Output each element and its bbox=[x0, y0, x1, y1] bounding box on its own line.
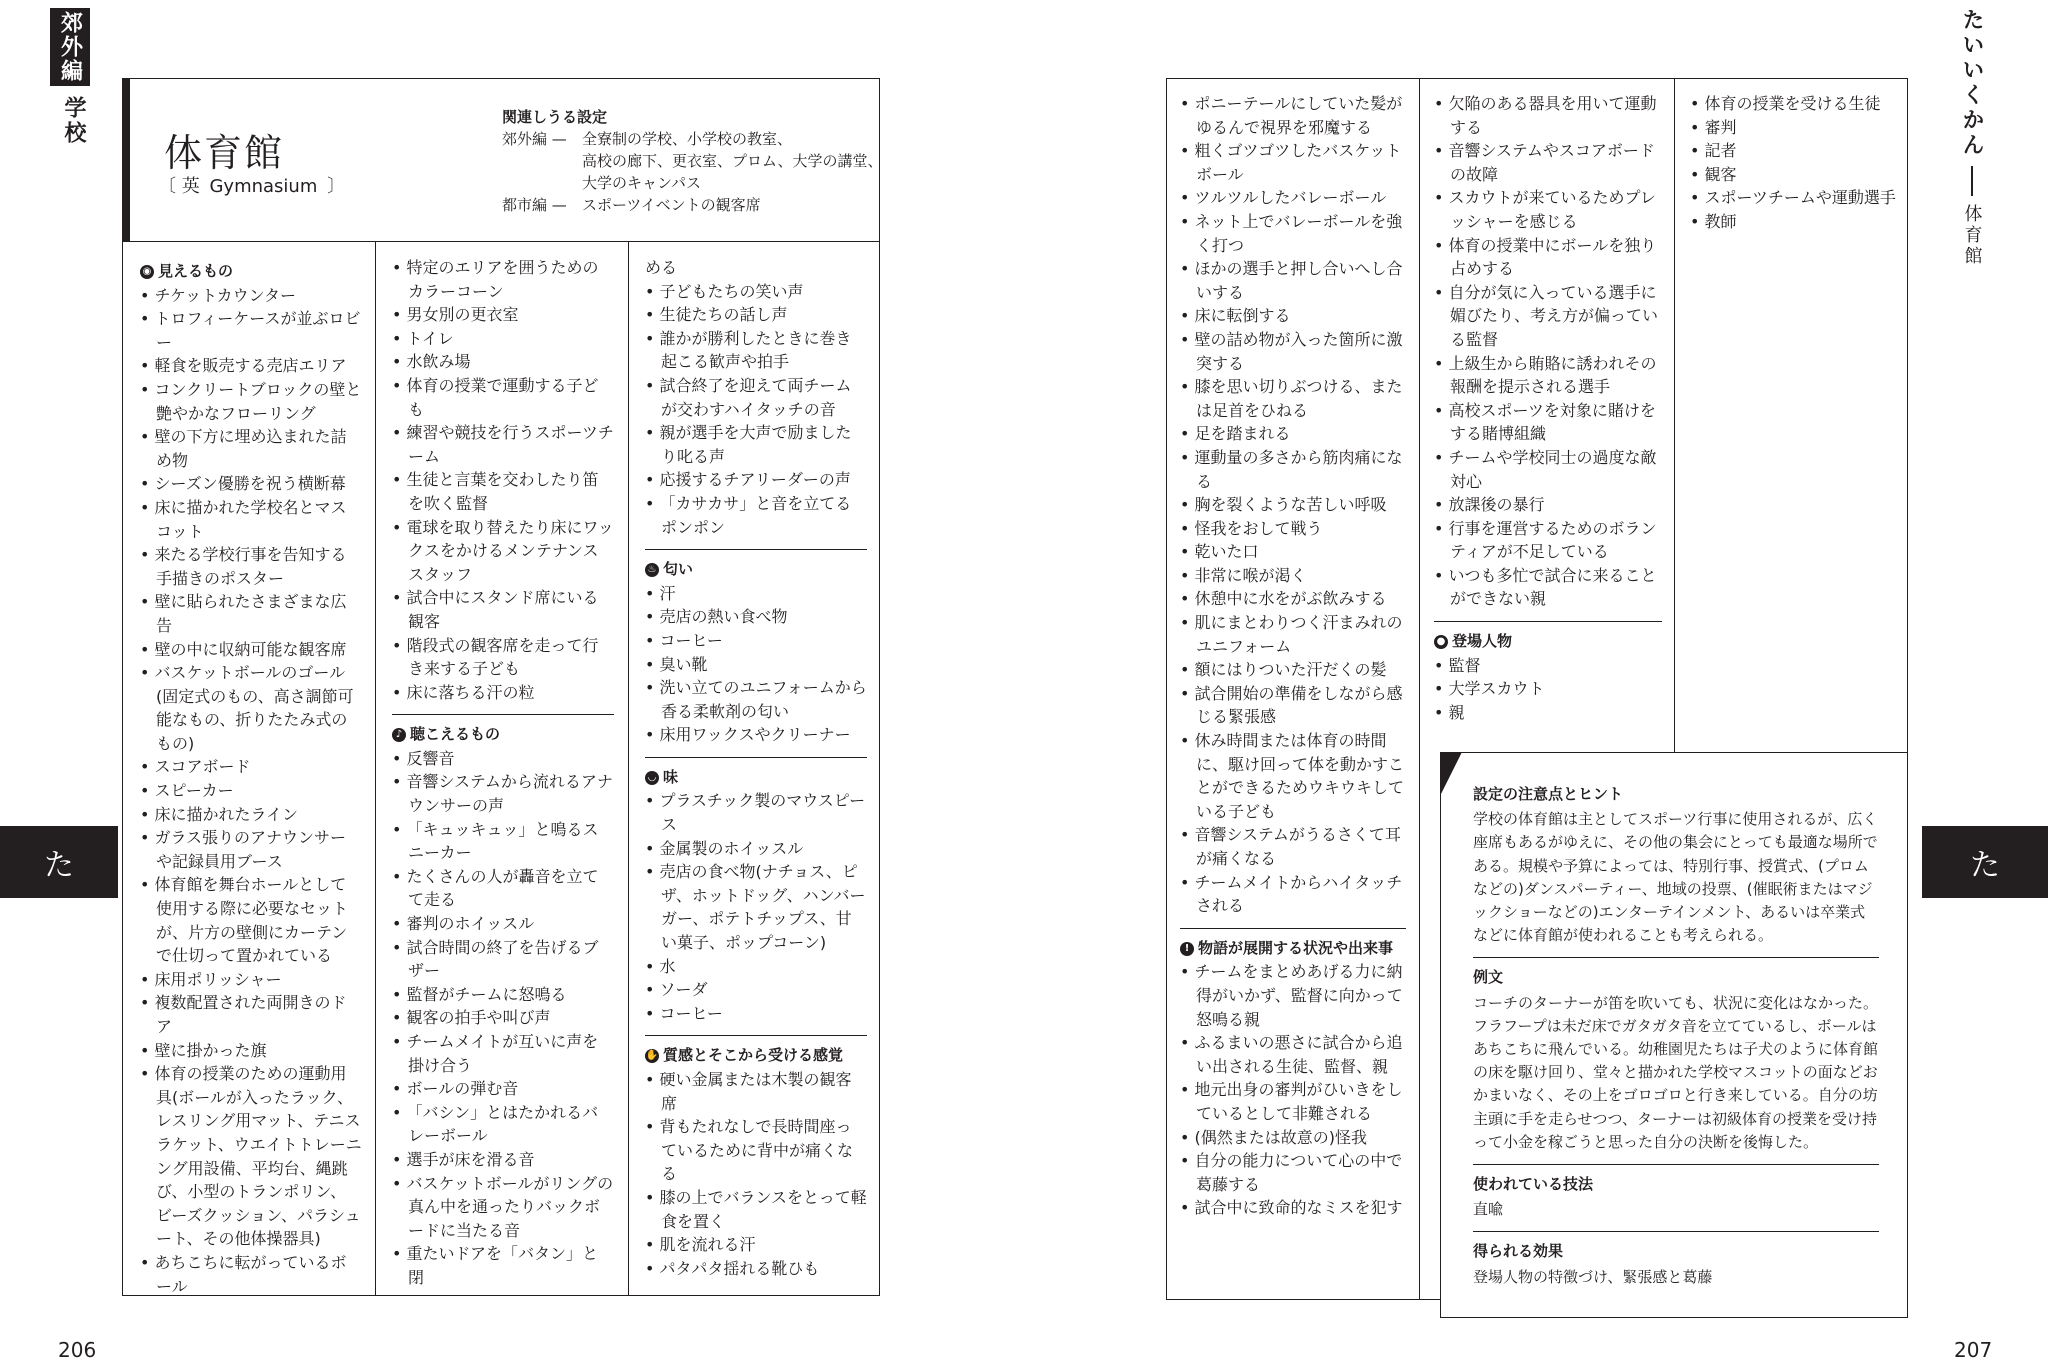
list-item: • 音響システムやスコアボードの故障 bbox=[1434, 139, 1662, 186]
english-suffix: 〕 bbox=[327, 176, 346, 197]
list-item: • 肌にまとわりつく汗まみれのユニフォーム bbox=[1180, 611, 1406, 658]
sight-list bbox=[140, 284, 362, 1299]
hint-box-flag bbox=[1440, 752, 1462, 796]
list-item: • (偶然または故意の)怪我 bbox=[1180, 1126, 1406, 1150]
list-item: • 審判 bbox=[1690, 116, 1900, 140]
related-row bbox=[502, 194, 882, 216]
page-number-left: 206 bbox=[58, 1338, 97, 1362]
subcategory-label: 学校 bbox=[61, 96, 86, 146]
people-list-cont bbox=[1690, 92, 1900, 234]
related-settings bbox=[502, 106, 882, 216]
sound-section-heading: ♪ 聴こえるもの bbox=[392, 723, 614, 747]
right-column-3 bbox=[1690, 92, 1900, 234]
column-divider bbox=[1674, 78, 1675, 754]
side-dash bbox=[1971, 166, 1973, 196]
people-list bbox=[1434, 654, 1662, 725]
effect-text: 登場人物の特徴づけ、緊張感と葛藤 bbox=[1473, 1267, 1713, 1286]
header-accent-bar bbox=[122, 78, 130, 242]
taste-section-heading: ◡ 味 bbox=[645, 766, 867, 790]
category-tab: 郊外編 bbox=[50, 8, 90, 86]
list-item: • ネット上でバレーボールを強く打つ bbox=[1180, 210, 1406, 257]
list-item: • チームメイトからハイタッチされる bbox=[1180, 871, 1406, 918]
list-item: • 男女別の更衣室 bbox=[392, 303, 614, 327]
list-item: • 試合開始の準備をしながら感じる緊張感 bbox=[1180, 682, 1406, 729]
right-column-1 bbox=[1180, 92, 1406, 1220]
technique-text: 直喩 bbox=[1473, 1200, 1504, 1219]
list-item: • 練習や競技を行うスポーツチーム bbox=[392, 421, 614, 468]
side-subtitle: 体育館 bbox=[1961, 204, 1983, 267]
list-item: • 休憩中に水をがぶ飲みする bbox=[1180, 587, 1406, 611]
list-item: • 体育の授業のための運動用具(ボールが入ったラック、レスリング用マット、テニスラケット、ウエイトトレーニング用設備、平均台、縄跳び、小型のトランポリン、ビーズクッション、パラシュート、その他体操器具) bbox=[140, 1062, 362, 1251]
hint-box bbox=[1440, 752, 1908, 1318]
list-item: • 体育館を舞台ホールとして使用する際に必要なセットが、片方の壁側にカーテンで仕切って置かれている bbox=[140, 873, 362, 967]
list-item: • 額にはりついた汗だくの髪 bbox=[1180, 658, 1406, 682]
list-item: • 欠陥のある器具を用いて運動する bbox=[1434, 92, 1662, 139]
example-heading: 例文 bbox=[1473, 968, 1504, 987]
list-item: • チケットカウンター bbox=[140, 284, 362, 308]
list-item: • コーヒー bbox=[645, 1002, 867, 1026]
left-column-2 bbox=[392, 256, 614, 1290]
list-item: • 音響システムがうるさくて耳が痛くなる bbox=[1180, 823, 1406, 870]
left-column-3 bbox=[645, 256, 867, 1280]
list-item: • 洗い立てのユニフォームから香る柔軟剤の匂い bbox=[645, 676, 867, 723]
list-item: • 床に転倒する bbox=[1180, 304, 1406, 328]
related-line: 全寮制の学校、小学校の教室、 bbox=[582, 130, 793, 148]
nose-icon: ♨ bbox=[645, 563, 659, 577]
note-text: 学校の体育館は主としてスポーツ行事に使用されるが、広く座席もあるがゆえに、その他の集会にとっても最適な場所である。規模や予算によっては、特別行事、授賞式、(プロムなどの)ダンスパーティー、地域の投票、(催眠術またはマジックショーなどの)エンターテインメント、あるいは卒業式などに体育館が使われることも考えられる。 bbox=[1473, 810, 1878, 945]
list-item: • 床用ワックスやクリーナー bbox=[645, 723, 867, 747]
list-item: • 教師 bbox=[1690, 210, 1900, 234]
list-item: • 誰かが勝利したときに巻き起こる歓声や拍手 bbox=[645, 327, 867, 374]
list-item: • チームをまとめあげる力に納得がいかず、監督に向かって怒鳴る親 bbox=[1180, 960, 1406, 1031]
story-list bbox=[1180, 960, 1406, 1220]
list-item: • チームや学校同士の過度な敵対心 bbox=[1434, 446, 1662, 493]
list-item: • 怪我をおして戦う bbox=[1180, 517, 1406, 541]
list-item: • 親 bbox=[1434, 701, 1662, 725]
ear-icon: ♪ bbox=[392, 728, 406, 742]
list-item: • 行事を運営するためのボランティアが不足している bbox=[1434, 517, 1662, 564]
section-divider bbox=[1473, 957, 1879, 958]
list-item: • いつも多忙で試合に来ることができない親 bbox=[1434, 564, 1662, 611]
section-divider bbox=[1434, 621, 1662, 622]
list-item: • トロフィーケースが並ぶロビー bbox=[140, 307, 362, 354]
section-divider bbox=[645, 549, 867, 550]
list-item: • 試合中にスタンド席にいる観客 bbox=[392, 586, 614, 633]
section-divider bbox=[1180, 928, 1406, 929]
list-item: • 自分の能力について心の中で葛藤する bbox=[1180, 1149, 1406, 1196]
list-item: • ほかの選手と押し合いへし合いする bbox=[1180, 257, 1406, 304]
list-item: • 床に描かれた学校名とマスコット bbox=[140, 496, 362, 543]
list-item: • コンクリートブロックの壁と艶やかなフローリング bbox=[140, 378, 362, 425]
eye-icon: ◉ bbox=[140, 265, 154, 279]
related-row bbox=[502, 128, 882, 194]
list-item: • 重たいドアを「バタン」と閉 bbox=[392, 1242, 614, 1289]
touch-list bbox=[645, 1068, 867, 1280]
list-item: • 乾いた口 bbox=[1180, 540, 1406, 564]
example-text: コーチのターナーが笛を吹いても、状況に変化はなかった。フラフープは未だ床でガタガタ音を立てているし、ボールはあちこちに飛んでいる。幼稚園児たちは子犬のように体育館の床を駆け回り、堂々と描かれた学校マスコットの面などおかまいなく、その上をゴロゴロと行き来している。自分の坊主頭に手を走らせつつ、ターナーは初級体育の授業を受け持って小金を稼ごうと思った自分の決断を後悔した。 bbox=[1473, 993, 1879, 1151]
note-heading: 設定の注意点とヒント bbox=[1473, 785, 1624, 803]
list-item: • 水飲み場 bbox=[392, 350, 614, 374]
right-column-2 bbox=[1434, 92, 1662, 724]
smell-list bbox=[645, 582, 867, 747]
list-item: • 壁の中に収納可能な観客席 bbox=[140, 638, 362, 662]
list-item: • 体育の授業で運動する子ども bbox=[392, 374, 614, 421]
list-item: • 膝の上でバランスをとって軽食を置く bbox=[645, 1186, 867, 1233]
section-divider bbox=[1473, 1231, 1879, 1232]
list-item: • スカウトが来ているためプレッシャーを感じる bbox=[1434, 186, 1662, 233]
sight-list-cont bbox=[392, 256, 614, 704]
list-item: • 体育の授業を受ける生徒 bbox=[1690, 92, 1900, 116]
section-divider bbox=[1473, 1164, 1879, 1165]
list-item: • 大学スカウト bbox=[1434, 677, 1662, 701]
taste-list bbox=[645, 789, 867, 1025]
related-heading: 関連しうる設定 bbox=[502, 108, 608, 126]
english-prefix: 〔 英 bbox=[158, 176, 200, 197]
sound-list bbox=[392, 747, 614, 1290]
list-item: • ソーダ bbox=[645, 978, 867, 1002]
list-item: • 反響音 bbox=[392, 747, 614, 771]
list-item: • 「バシン」とはたかれるバレーボール bbox=[392, 1101, 614, 1148]
page-number-right: 207 bbox=[1954, 1338, 1993, 1362]
related-label: 郊外編 — bbox=[502, 130, 567, 148]
entry-title-english bbox=[158, 172, 345, 198]
list-item: • 床に描かれたライン bbox=[140, 803, 362, 827]
list-item: • 肌を流れる汗 bbox=[645, 1233, 867, 1257]
list-item: • 膝を思い切りぶつける、または足首をひねる bbox=[1180, 375, 1406, 422]
people-section-heading: ● 登場人物 bbox=[1434, 630, 1662, 654]
sight-section-heading: ◉ 見えるもの bbox=[140, 260, 362, 284]
list-item: • 音響システムから流れるアナウンサーの声 bbox=[392, 770, 614, 817]
related-label: 都市編 — bbox=[502, 196, 567, 214]
side-index bbox=[1956, 8, 1987, 267]
list-item: • 売店の食べ物(ナチョス、ピザ、ホットドッグ、ハンバーガー、ポテトチップス、甘い菓子、ポップコーン) bbox=[645, 860, 867, 954]
entry-title: 体育館 bbox=[164, 131, 285, 175]
hand-icon: ✋ bbox=[645, 1050, 659, 1062]
list-item: • 監督 bbox=[1434, 654, 1662, 678]
story-section-heading: ! 物語が展開する状況や出来事 bbox=[1180, 937, 1406, 961]
list-item: • バスケットボールのゴール(固定式のもの、高さ調節可能なもの、折りたたみ式のもの) bbox=[140, 661, 362, 755]
section-divider bbox=[645, 757, 867, 758]
list-item: • 複数配置された両開きのドア bbox=[140, 991, 362, 1038]
list-item: • 「キュッキュッ」と鳴るスニーカー bbox=[392, 818, 614, 865]
list-item: • シーズン優勝を祝う横断幕 bbox=[140, 472, 362, 496]
list-item: • 観客 bbox=[1690, 163, 1900, 187]
list-item: • 金属製のホイッスル bbox=[645, 837, 867, 861]
list-item: • トイレ bbox=[392, 327, 614, 351]
list-item: • 特定のエリアを囲うためのカラーコーン bbox=[392, 256, 614, 303]
list-item: • 床に落ちる汗の粒 bbox=[392, 681, 614, 705]
list-item: • 水 bbox=[645, 955, 867, 979]
list-item: • 床用ポリッシャー bbox=[140, 968, 362, 992]
touch-section-heading: ✋ 質感とそこから受ける感覚 bbox=[645, 1046, 844, 1065]
sound-continuation: める bbox=[645, 258, 678, 277]
list-item: • スポーツチームや運動選手 bbox=[1690, 186, 1900, 210]
list-item: • 壁に掛かった旗 bbox=[140, 1039, 362, 1063]
list-item: • 来たる学校行事を告知する手描きのポスター bbox=[140, 543, 362, 590]
list-item: • 記者 bbox=[1690, 139, 1900, 163]
english-word: Gymnasium bbox=[209, 176, 318, 197]
smell-section-heading: ♨ 匂い bbox=[645, 558, 867, 582]
list-item: • 親が選手を大声で励ましたり叱る声 bbox=[645, 421, 867, 468]
story-list-cont bbox=[1434, 92, 1662, 611]
list-item: • 非常に喉が渇く bbox=[1180, 564, 1406, 588]
sound-list-cont bbox=[645, 280, 867, 540]
list-item: • 階段式の観客席を走って行き来する子ども bbox=[392, 634, 614, 681]
list-item: • 体育の授業中にボールを独り占めする bbox=[1434, 234, 1662, 281]
list-item: • ツルツルしたバレーボール bbox=[1180, 186, 1406, 210]
list-item: • 高校スポーツを対象に賭けをする賭博組織 bbox=[1434, 399, 1662, 446]
list-item: • 地元出身の審判がひいきをしているとして非難される bbox=[1180, 1078, 1406, 1125]
list-item: • 「カサカサ」と音を立てるポンポン bbox=[645, 492, 867, 539]
exclamation-icon: ! bbox=[1180, 942, 1194, 956]
list-item: • ポニーテールにしていた髪がゆるんで視界を邪魔する bbox=[1180, 92, 1406, 139]
list-item: • 放課後の暴行 bbox=[1434, 493, 1662, 517]
list-item: • スピーカー bbox=[140, 779, 362, 803]
list-item: • 子どもたちの笑い声 bbox=[645, 280, 867, 304]
list-item: • 自分が気に入っている選手に媚びたり、考え方が偏っている監督 bbox=[1434, 281, 1662, 352]
list-item: • 試合中に致命的なミスを犯す bbox=[1180, 1196, 1406, 1220]
list-item: • 運動量の多さから筋肉痛になる bbox=[1180, 446, 1406, 493]
list-item: • 観客の拍手や叫び声 bbox=[392, 1006, 614, 1030]
list-item: • ガラス張りのアナウンサーや記録員用ブース bbox=[140, 826, 362, 873]
list-item: • 審判のホイッスル bbox=[392, 912, 614, 936]
list-item: • 壁の下方に埋め込まれた詰め物 bbox=[140, 425, 362, 472]
list-item: • 試合時間の終了を告げるブザー bbox=[392, 936, 614, 983]
column-divider bbox=[1419, 78, 1420, 1300]
side-title: たいいくかん bbox=[1959, 8, 1984, 158]
list-item: • 上級生から賄賂に誘われその報酬を提示される選手 bbox=[1434, 352, 1662, 399]
list-item: • 汗 bbox=[645, 582, 867, 606]
related-line: スポーツイベントの観客席 bbox=[582, 196, 761, 214]
list-item: • 壁の詰め物が入った箇所に激突する bbox=[1180, 328, 1406, 375]
list-item: • コーヒー bbox=[645, 629, 867, 653]
list-item: • チームメイトが互いに声を掛け合う bbox=[392, 1030, 614, 1077]
list-item: • 生徒たちの話し声 bbox=[645, 303, 867, 327]
list-item: • あちこちに転がっているボール bbox=[140, 1251, 362, 1298]
list-item: • 生徒と言葉を交わしたり笛を吹く監督 bbox=[392, 468, 614, 515]
list-item: • ボールの弾む音 bbox=[392, 1077, 614, 1101]
list-item: • 監督がチームに怒鳴る bbox=[392, 983, 614, 1007]
list-item: • プラスチック製のマウスピース bbox=[645, 789, 867, 836]
list-item: • 胸を裂くような苦しい呼吸 bbox=[1180, 493, 1406, 517]
list-item: • 軽食を販売する売店エリア bbox=[140, 354, 362, 378]
kana-index-tab-right: た bbox=[1922, 826, 2048, 898]
technique-heading: 使われている技法 bbox=[1473, 1175, 1594, 1194]
touch-list-cont bbox=[1180, 92, 1406, 918]
list-item: • 硬い金属または木製の観客席 bbox=[645, 1068, 867, 1115]
section-divider bbox=[645, 1035, 867, 1036]
list-item: • ふるまいの悪さに試合から追い出される生徒、監督、親 bbox=[1180, 1031, 1406, 1078]
list-item: • バスケットボールがリングの真ん中を通ったりバックボードに当たる音 bbox=[392, 1172, 614, 1243]
list-item: • 応援するチアリーダーの声 bbox=[645, 468, 867, 492]
list-item: • 電球を取り替えたり床にワックスをかけるメンテナンススタッフ bbox=[392, 516, 614, 587]
list-item: • たくさんの人が轟音を立てて走る bbox=[392, 865, 614, 912]
column-divider bbox=[375, 242, 376, 1296]
related-line: 大学のキャンパス bbox=[582, 174, 701, 192]
list-item: • 粗くゴツゴツしたバスケットボール bbox=[1180, 139, 1406, 186]
list-item: • 壁に貼られたさまざまな広告 bbox=[140, 590, 362, 637]
list-item: • 背もたれなしで長時間座っているために背中が痛くなる bbox=[645, 1115, 867, 1186]
related-line: 高校の廊下、更衣室、プロム、大学の講堂、 bbox=[582, 152, 883, 170]
list-item: • 足を踏まれる bbox=[1180, 422, 1406, 446]
left-column-1 bbox=[140, 256, 362, 1298]
mouth-icon: ◡ bbox=[645, 771, 659, 785]
list-item: • 試合終了を迎えて両チームが交わすハイタッチの音 bbox=[645, 374, 867, 421]
list-item: • 臭い靴 bbox=[645, 653, 867, 677]
person-icon: ● bbox=[1434, 635, 1448, 649]
column-divider bbox=[628, 242, 629, 1296]
list-item: • 選手が床を滑る音 bbox=[392, 1148, 614, 1172]
list-item: • パタパタ揺れる靴ひも bbox=[645, 1257, 867, 1281]
effect-heading: 得られる効果 bbox=[1473, 1242, 1564, 1261]
list-item: • スコアボード bbox=[140, 755, 362, 779]
list-item: • 休み時間または体育の時間に、駆け回って体を動かすことができるためウキウキしている子ども bbox=[1180, 729, 1406, 823]
section-divider bbox=[392, 714, 614, 715]
kana-index-tab-left: た bbox=[0, 826, 118, 898]
list-item: • 売店の熱い食べ物 bbox=[645, 605, 867, 629]
